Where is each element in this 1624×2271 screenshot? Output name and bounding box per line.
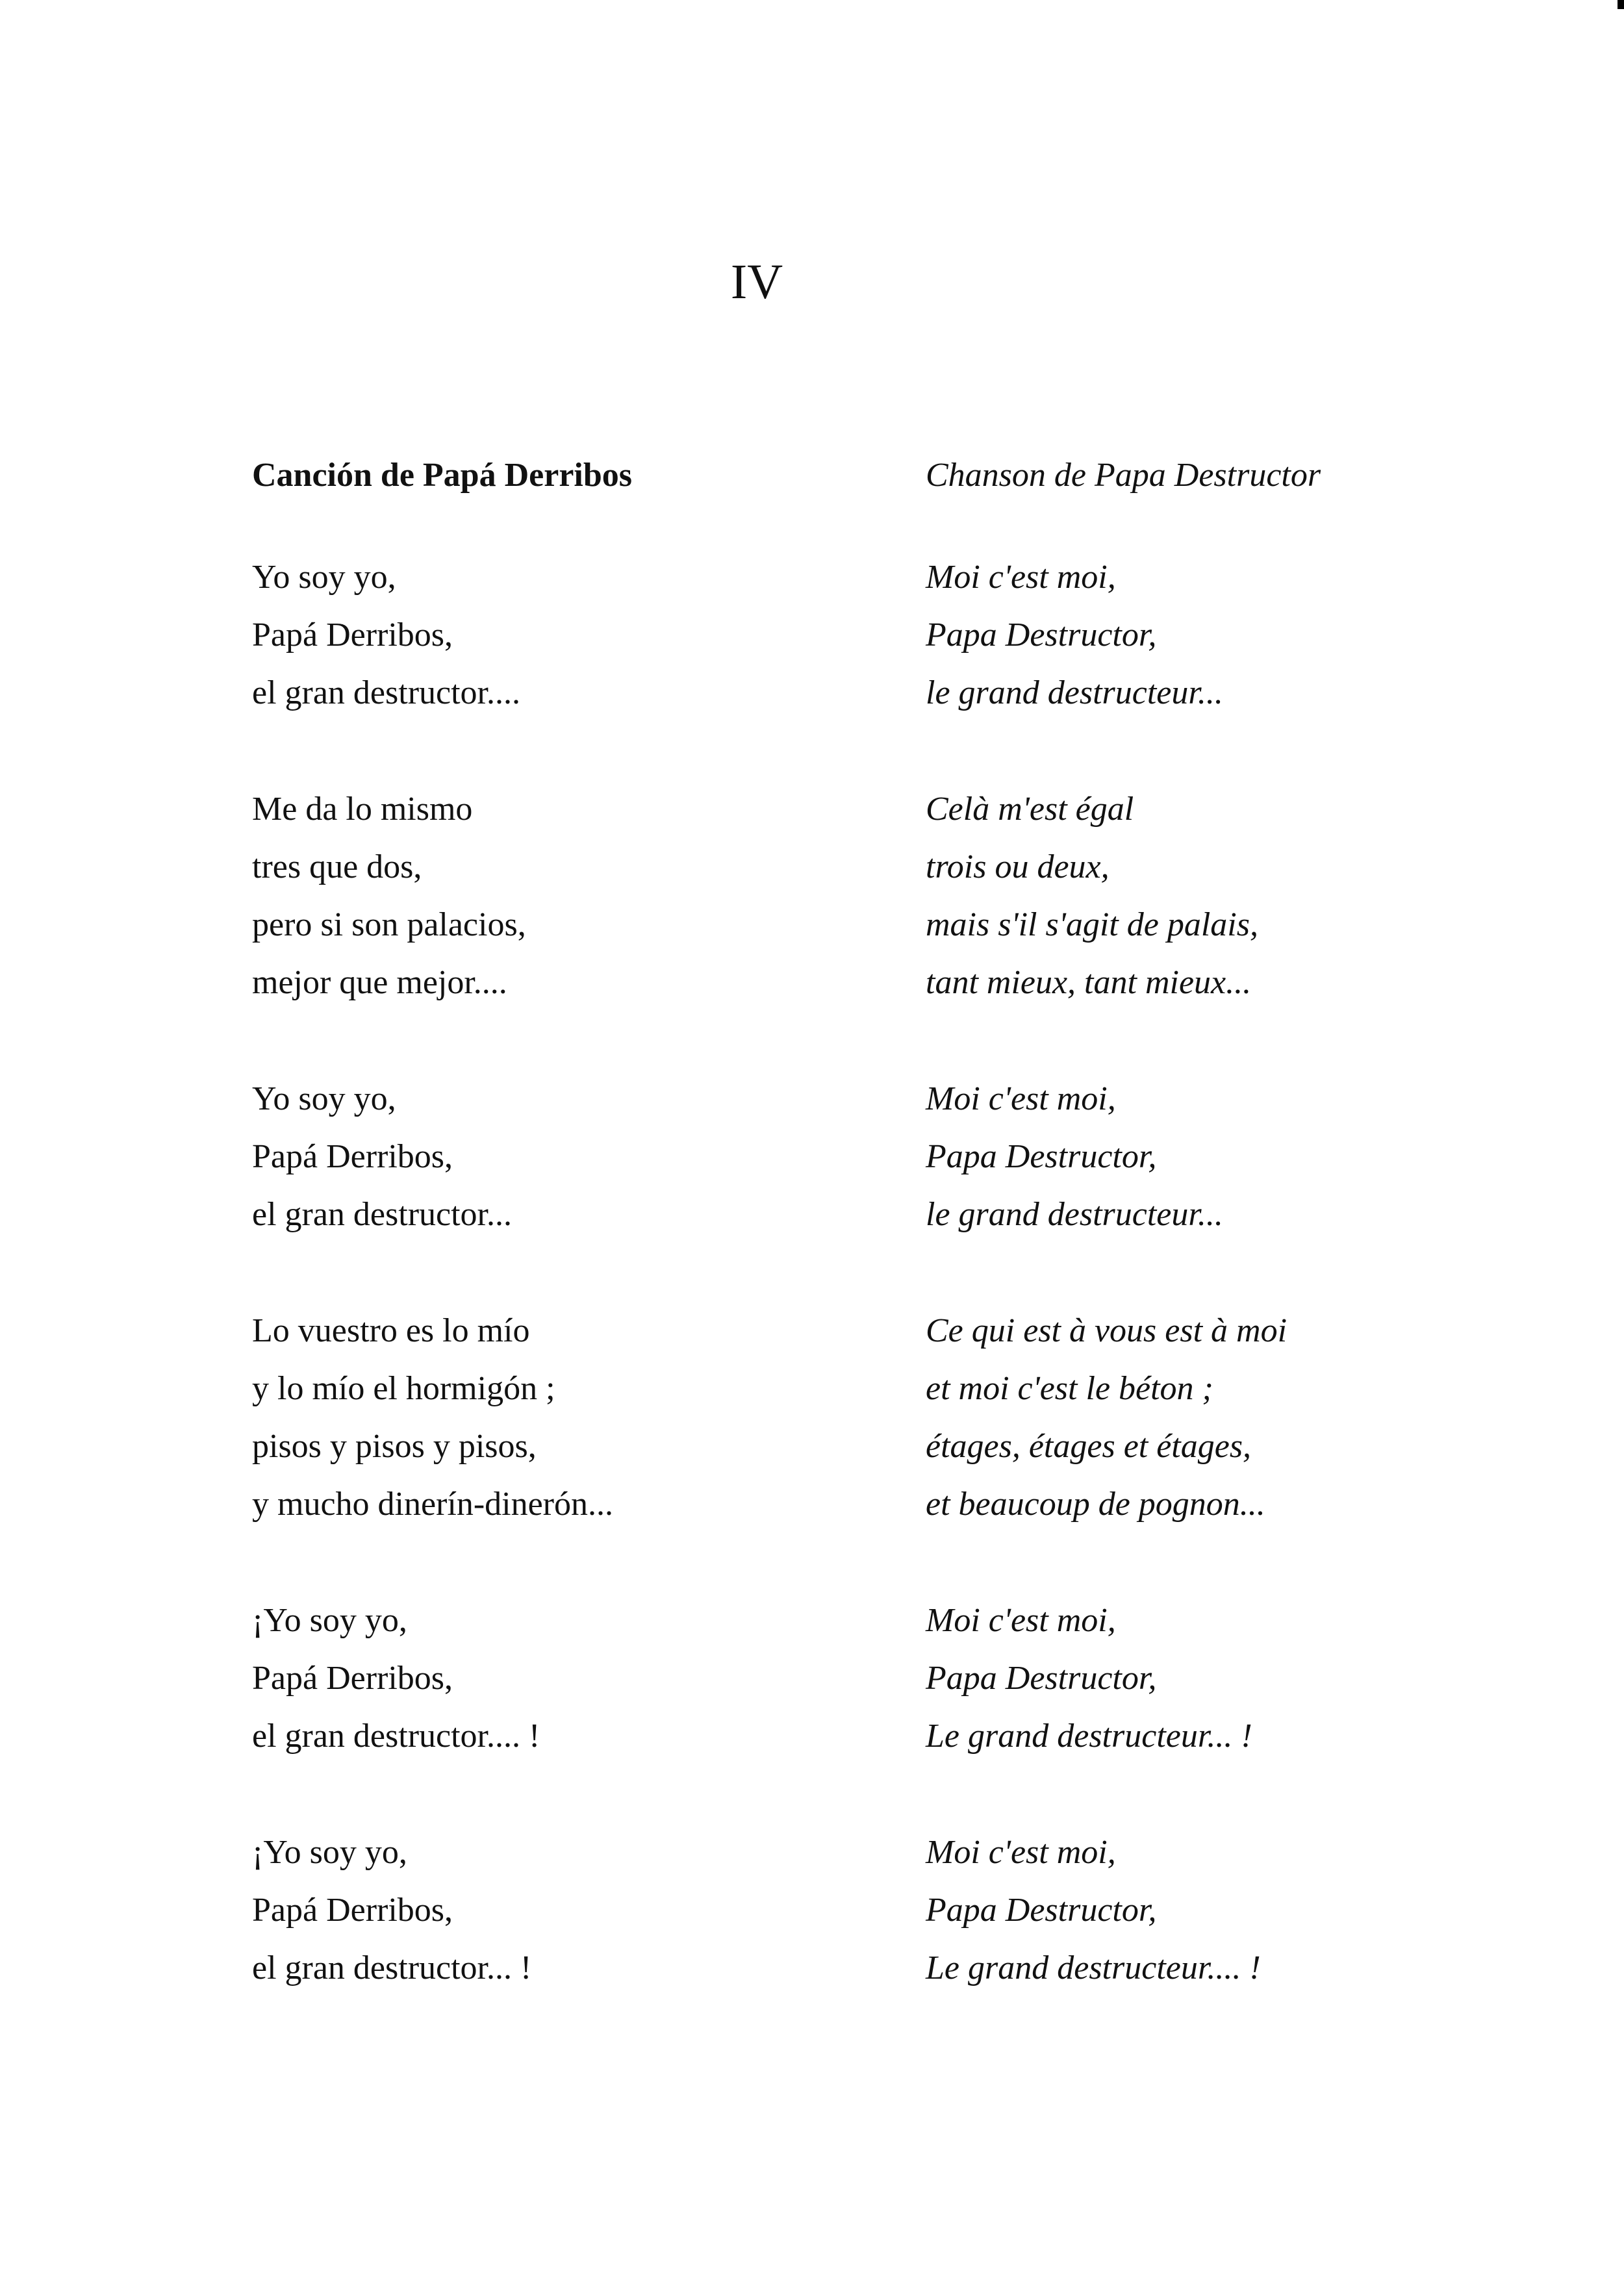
spanish-verse-line: y mucho dinerín-dinerón... — [252, 1486, 613, 1523]
spanish-verse-line: Yo soy yo, — [252, 559, 396, 596]
french-verse-line: Papa Destructor, — [926, 1892, 1157, 1929]
french-verse-line: tant mieux, tant mieux... — [926, 964, 1252, 1001]
french-verse-line: Papa Destructor, — [926, 1138, 1157, 1175]
spanish-stanza-3 — [252, 1070, 902, 1243]
french-verse-line: Ce qui est à vous est à moi — [926, 1312, 1288, 1349]
french-verse-line: Moi c'est moi, — [926, 1080, 1116, 1117]
french-verse-line: Moi c'est moi, — [926, 1602, 1116, 1639]
spanish-stanza-1 — [252, 548, 902, 722]
spanish-verse-line: tres que dos, — [252, 848, 422, 885]
spanish-verse-line: el gran destructor... — [252, 1196, 512, 1233]
spanish-verse-line: Papá Derribos, — [252, 1892, 453, 1929]
spanish-stanza-5 — [252, 1592, 902, 1765]
spanish-verse-line: Papá Derribos, — [252, 1660, 453, 1697]
french-stanza-2 — [926, 780, 1510, 1011]
french-stanza-4 — [926, 1302, 1510, 1533]
spanish-stanza-4 — [252, 1302, 902, 1533]
section-number: IV — [730, 255, 783, 309]
french-verse-line: étages, étages et étages, — [926, 1428, 1252, 1465]
spanish-verse-line: y lo mío el hormigón ; — [252, 1370, 555, 1407]
spanish-song-title: Canción de Papá Derribos — [252, 457, 632, 494]
spanish-verse-line: pero si son palacios, — [252, 906, 526, 943]
french-verse-line: Papa Destructor, — [926, 616, 1157, 653]
spanish-verse-line: ¡Yo soy yo, — [252, 1602, 407, 1639]
french-verse-line: et moi c'est le béton ; — [926, 1370, 1213, 1407]
spanish-column — [252, 447, 902, 2055]
spanish-verse-line: mejor que mejor.... — [252, 964, 507, 1001]
spanish-verse-line: Me da lo mismo — [252, 791, 473, 828]
french-verse-line: mais s'il s'agit de palais, — [926, 906, 1258, 943]
spanish-verse-line: pisos y pisos y pisos, — [252, 1428, 537, 1465]
french-stanza-5 — [926, 1592, 1510, 1765]
spanish-stanza-2 — [252, 780, 902, 1011]
spanish-verse-line: el gran destructor.... ! — [252, 1718, 540, 1755]
french-stanza-6 — [926, 1823, 1510, 1997]
french-verse-line: et beaucoup de pognon... — [926, 1486, 1265, 1523]
french-verse-line: Moi c'est moi, — [926, 559, 1116, 596]
french-verse-line: le grand destructeur... — [926, 1196, 1223, 1233]
french-verse-line: Moi c'est moi, — [926, 1834, 1116, 1871]
french-verse-line: Papa Destructor, — [926, 1660, 1157, 1697]
spanish-verse-line: Yo soy yo, — [252, 1080, 396, 1117]
french-verse-line: le grand destructeur... — [926, 674, 1223, 711]
spanish-verse-line: el gran destructor.... — [252, 674, 520, 711]
french-verse-line: Le grand destructeur.... ! — [926, 1949, 1261, 1986]
spanish-stanza-6 — [252, 1823, 902, 1997]
french-stanza-1 — [926, 548, 1510, 722]
spanish-verse-line: Lo vuestro es lo mío — [252, 1312, 530, 1349]
french-verse-line: Le grand destructeur... ! — [926, 1718, 1252, 1755]
scan-edge-mark — [1618, 0, 1624, 9]
french-song-title: Chanson de Papa Destructor — [926, 457, 1321, 494]
french-column — [926, 447, 1510, 2055]
french-stanza-3 — [926, 1070, 1510, 1243]
spanish-verse-line: ¡Yo soy yo, — [252, 1834, 407, 1871]
spanish-verse-line: el gran destructor... ! — [252, 1949, 532, 1986]
french-verse-line: Celà m'est égal — [926, 791, 1134, 828]
spanish-verse-line: Papá Derribos, — [252, 1138, 453, 1175]
spanish-verse-line: Papá Derribos, — [252, 616, 453, 653]
french-verse-line: trois ou deux, — [926, 848, 1110, 885]
